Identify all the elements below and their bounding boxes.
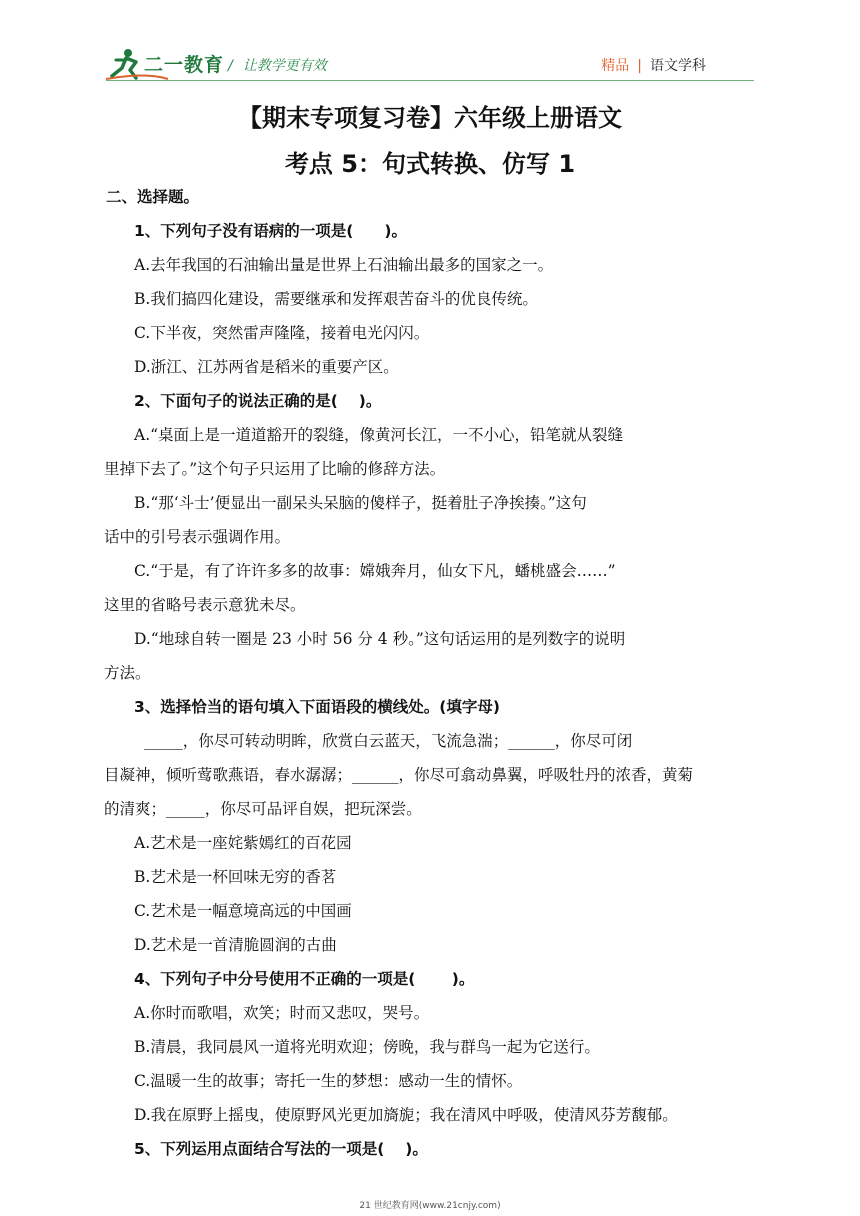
header-right [601,55,706,75]
q2-option-b-line2: 话中的引号表示强调作用。 [104,528,291,546]
q3-option-d: D.艺术是一首清脆圆润的古曲 [134,936,337,954]
q2-option-c-line1: C.“于是，有了许许多多的故事：嫦娥奔月，仙女下凡，蟠桃盛会……” [134,562,616,580]
slogan: / 让教学更有效 [228,58,327,74]
q1-option-d: D.浙江、江苏两省是稻米的重要产区。 [134,358,399,376]
q2-option-c-line2: 这里的省略号表示意犹未尽。 [104,596,306,614]
question-5: 5、下列运用点面结合写法的一项是( )。 [134,1140,428,1158]
page-title: 【期末专项复习卷】六年级上册语文 [238,104,622,132]
page-header [0,0,860,90]
q2-option-a-line1: A.“桌面上是一道道豁开的裂缝，像黄河长江，一不小心，铅笔就从裂缝 [134,426,624,444]
header-separator: | [637,58,642,74]
q3-passage-line2: 目凝神，倾听莺歌燕语，春水潺潺；______，你尽可翕动鼻翼，呼吸牡丹的浓香，黄菊 [104,766,694,784]
question-2: 2、下面句子的说法正确的是( )。 [134,392,382,410]
q4-option-c: C.温暖一生的故事；寄托一生的梦想：感动一生的情怀。 [134,1072,523,1090]
subject-tag: 语文学科 [650,58,706,74]
q1-option-a: A.去年我国的石油输出量是世界上石油输出最多的国家之一。 [134,256,554,274]
logo-text: 二一教育 [144,54,225,76]
q2-option-b-line1: B.“那‘斗士’便显出一副呆头呆脑的傻样子，挺着肚子净挨揍。”这句 [134,494,587,512]
header-divider [106,80,754,81]
q2-option-d-line1: D.“地球自转一圈是 23 小时 56 分 4 秒。”这句话运用的是列数字的说明 [134,630,626,648]
q4-option-d: D.我在原野上摇曳，使原野风光更加旖旎；我在清风中呼吸，使清风芬芳馥郁。 [134,1106,678,1124]
quality-tag: 精品 [601,58,630,74]
q3-passage-line1: _____，你尽可转动明眸，欣赏白云蓝天，飞流急湍；______，你尽可闭 [144,732,633,750]
page-subtitle: 考点 5：句式转换、仿写 1 [284,150,576,178]
section-heading: 二、选择题。 [106,188,200,206]
q1-option-c: C.下半夜，突然雷声隆隆，接着电光闪闪。 [134,324,430,342]
q3-option-c: C.艺术是一幅意境高远的中国画 [134,902,352,920]
question-4: 4、下列句子中分号使用不正确的一项是( )。 [134,970,475,988]
question-1: 1、下列句子没有语病的一项是( )。 [134,222,407,240]
question-3: 3、选择恰当的语句填入下面语段的横线处。(填字母) [134,698,500,716]
slogan-text: 让教学更有效 [242,58,327,74]
q3-option-b: B.艺术是一杯回味无穷的香茗 [134,868,337,886]
q2-option-a-line2: 里掉下去了。”这个句子只运用了比喻的修辞方法。 [104,460,446,478]
q2-option-d-line2: 方法。 [104,664,151,682]
q4-option-a: A.你时而歌唱，欢笑；时而又悲叹，哭号。 [134,1004,430,1022]
q3-option-a: A.艺术是一座姹紫嫣红的百花园 [134,834,352,852]
q3-passage-line3: 的清爽；_____，你尽可品评自娱，把玩深尝。 [104,800,422,818]
q4-option-b: B.清晨，我同晨风一道将光明欢迎；傍晚，我与群鸟一起为它送行。 [134,1038,600,1056]
page-footer: 21 世纪教育网(www.21cnjy.com) [359,1201,501,1211]
q1-option-b: B.我们搞四化建设，需要继承和发挥艰苦奋斗的优良传统。 [134,290,538,308]
